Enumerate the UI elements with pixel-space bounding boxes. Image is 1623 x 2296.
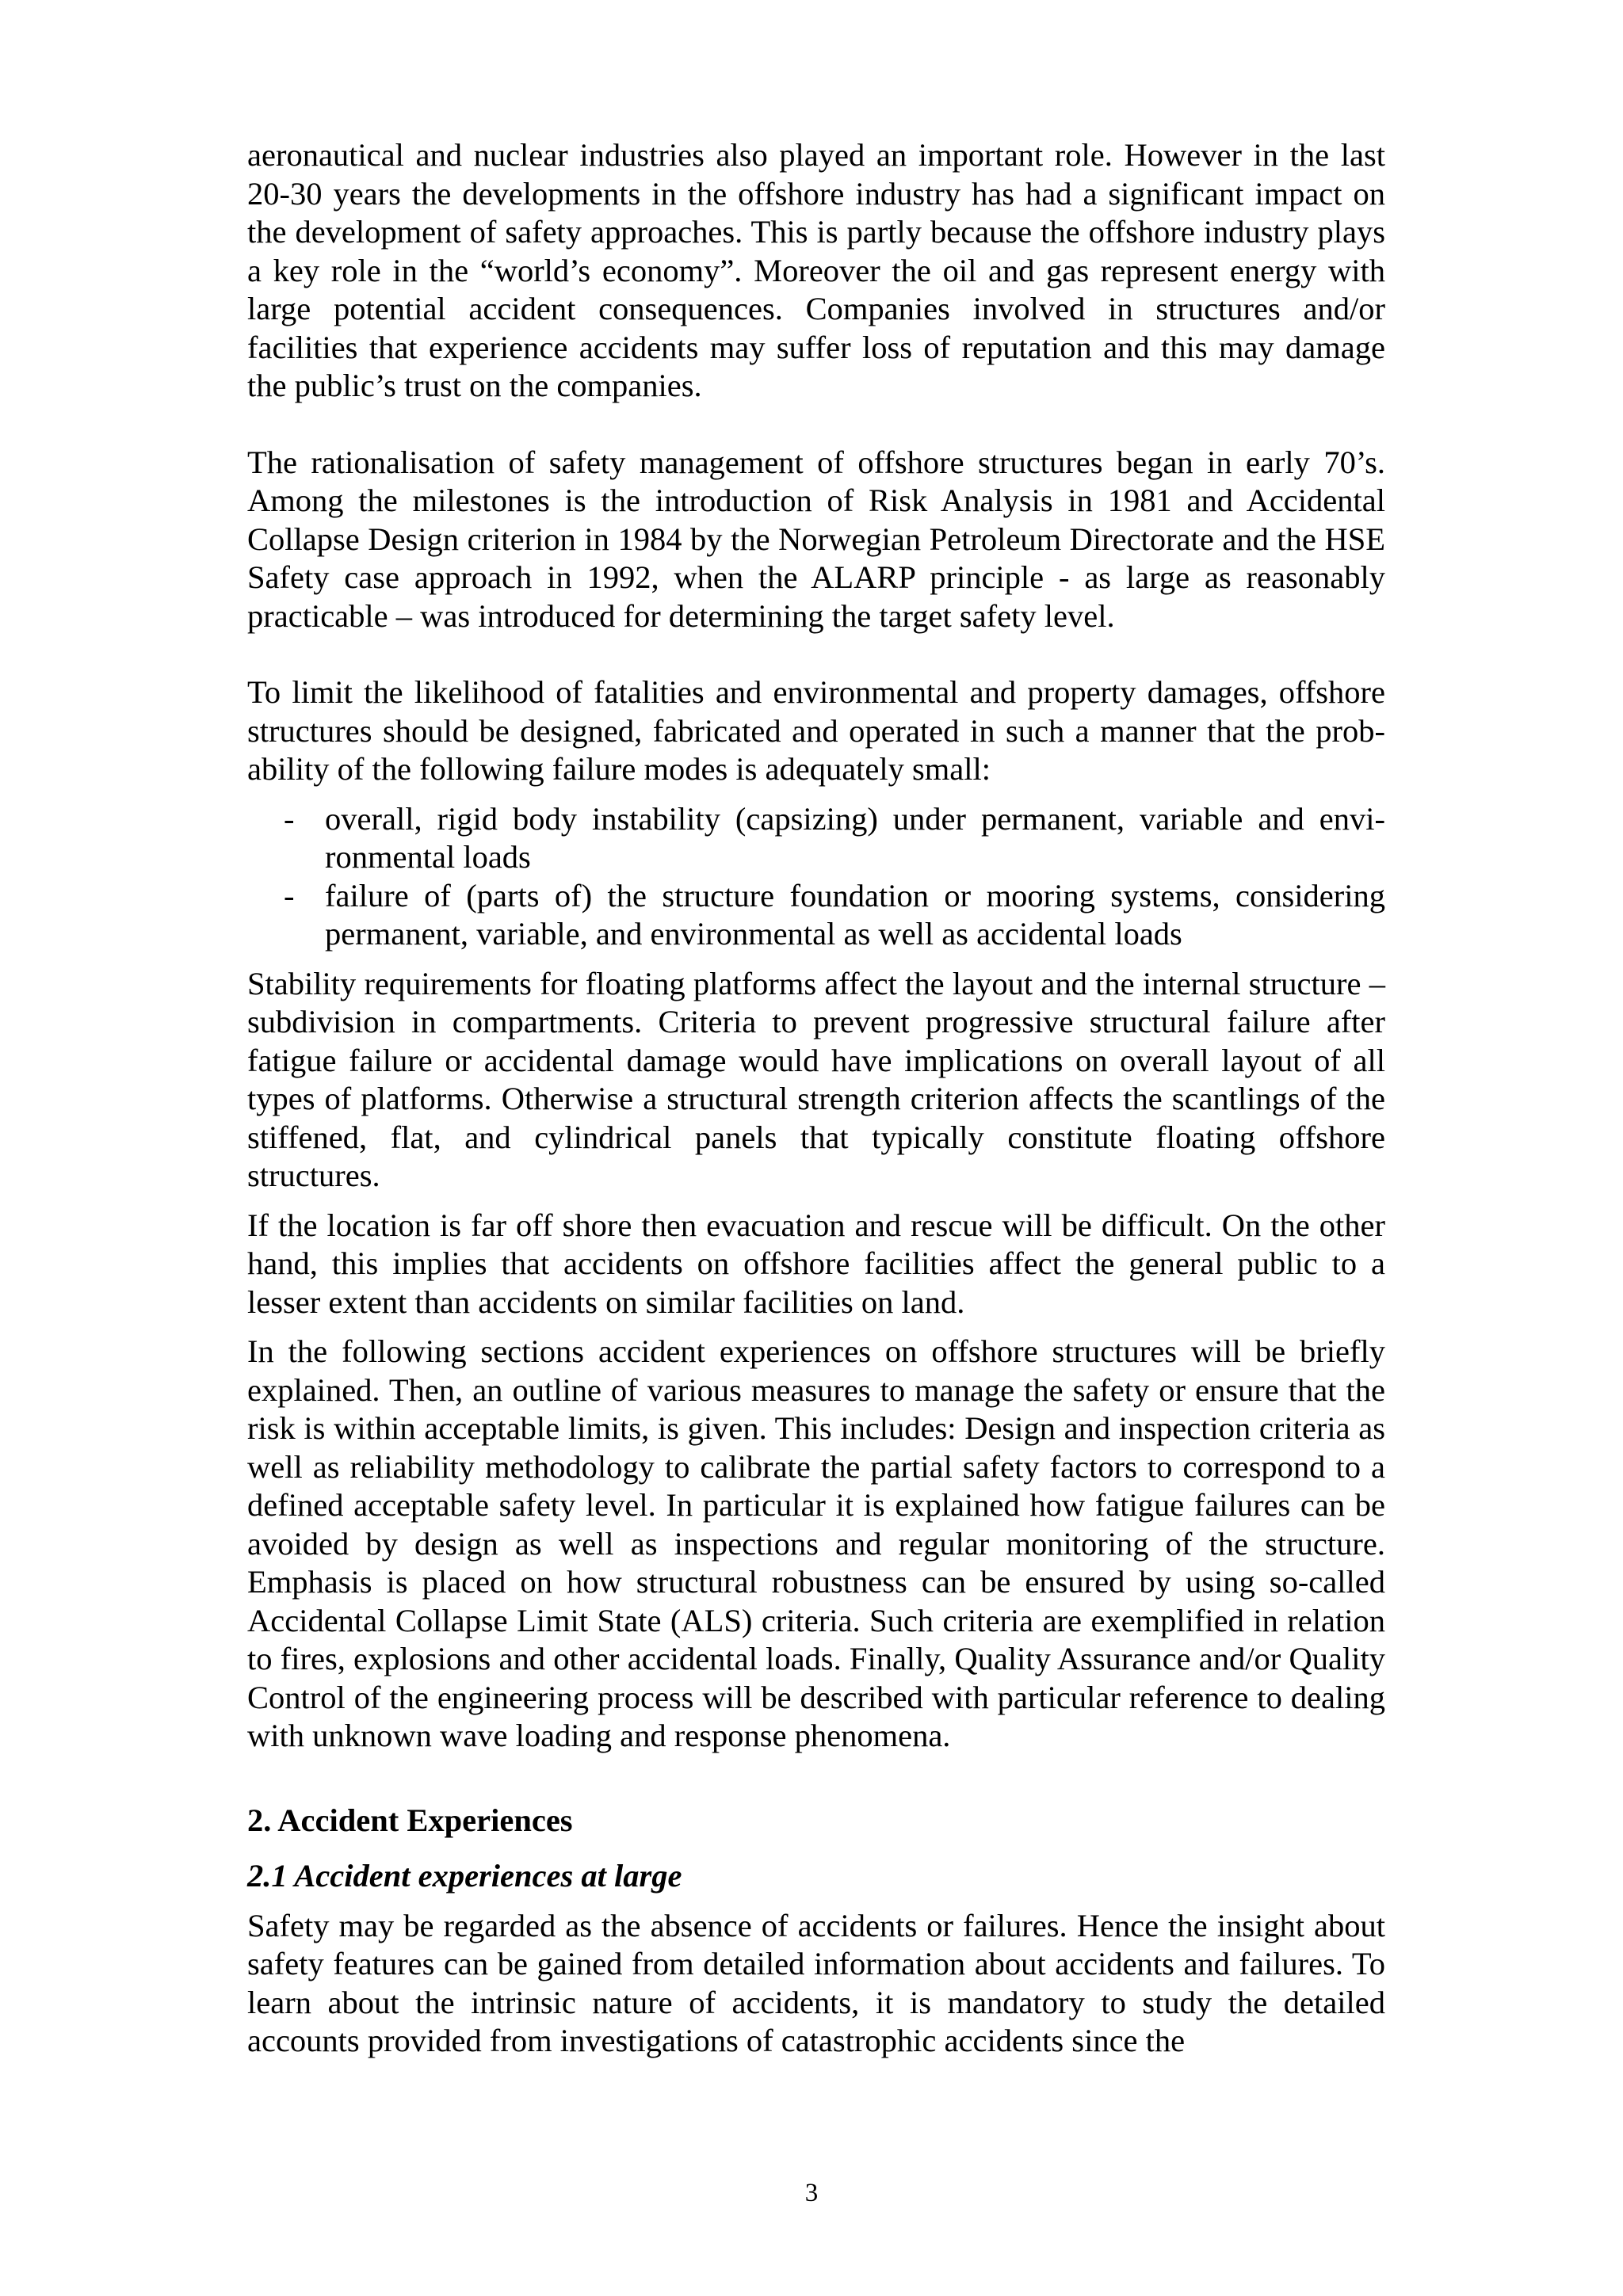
- list-item-text: overall, rigid body instability (capsizing) under permanent, variable and environmental loads: [325, 800, 1385, 875]
- page-number: 3: [804, 2179, 819, 2207]
- paragraph-outline: In the following sections accident experiences on offshore structures will be briefly explained. Then, an outline of various measures to manage the safety or ensure that the risk is within acceptable limits, is given. This includes: Design and inspection criteria as well as reliability methodology to calibrate the partial safety factors to correspond to a defined acceptable safety level. In particular it is explained how fatigue failures can be avoided by design as well as inspections and regular monitoring of the structure. Emphasis is placed on how structural robustness can be ensured by using so-called Accidental Collapse Limit State (ALS) criteria. Such criteria are exemplified in relation to fires, explosions and other accidental loads. Finally, Quality Assurance and/or Quality Control of the engineering process will be described with particular reference to dealing with unknown wave loading and response phenomena.: [247, 1333, 1385, 1753]
- section-heading: 2. Accident Experiences: [247, 1802, 573, 1838]
- page-body: [247, 136, 1385, 2061]
- list-marker: -: [284, 877, 295, 913]
- paragraph-stability: Stability requirements for floating platforms affect the layout and the internal structure – subdivision in compartments. Criteria to prevent progressive structural failure after fatigue failure or accidental damage would have implications on overall layout of all types of platforms. Otherwise a structural strength criterion affects the scantlings of the stiffened, flat, and cylindrical panels that typically constitute floating offshore structures.: [247, 965, 1385, 1193]
- paragraph-rationalisation: The rationalisation of safety management of offshore structures began in early 70’s. Among the milestones is the introduction of Risk Analysis in 1981 and Accidental Collapse Design criterion in 1984 by the Norwegian Petroleum Directorate and the HSE Safety case approach in 1992, when the ALARP principle - as large as reasonably practicable – was introduced for determining the target safety level.: [247, 444, 1385, 634]
- subsection-heading: 2.1 Accident experiences at large: [247, 1858, 682, 1894]
- failure-modes-list: [247, 800, 1385, 954]
- paragraph-location: If the location is far off shore then evacuation and rescue will be difficult. On the other hand, this implies that accidents on offshore facilities affect the general public to a lesser extent than accidents on similar facilities on land.: [247, 1207, 1385, 1320]
- list-marker: -: [284, 800, 295, 837]
- paragraph-safety-definition: Safety may be regarded as the absence of accidents or failures. Hence the insight about safety features can be gained from detailed information about accidents and failures. To learn about the intrinsic nature of accidents, it is mandatory to study the detailed accounts provided from investigations of catastrophic accidents since the: [247, 1907, 1385, 2058]
- paragraph-intro-continuation: aeronautical and nuclear industries also played an important role. However in the last 20-30 years the developments in the offshore industry has had a significant impact on the development of safety approaches. This is partly because the offshore industry plays a key role in the “world’s economy”. Moreover the oil and gas represent energy with large potential accident consequences. Companies involved in structures and/or facilities that experience accidents may suffer loss of reputation and this may damage the public’s trust on the companies.: [247, 137, 1385, 403]
- list-item: [247, 877, 1385, 954]
- list-item: [247, 800, 1385, 877]
- paragraph-failure-modes-intro: To limit the likelihood of fatalities and environmental and property damages, offshore structures should be designed, fabricated and operated in such a manner that the probability of the following failure modes is adequately small:: [247, 674, 1385, 787]
- list-item-text: failure of (parts of) the structure foundation or mooring systems, considering permanent, variable, and environmental as well as accidental loads: [325, 877, 1385, 952]
